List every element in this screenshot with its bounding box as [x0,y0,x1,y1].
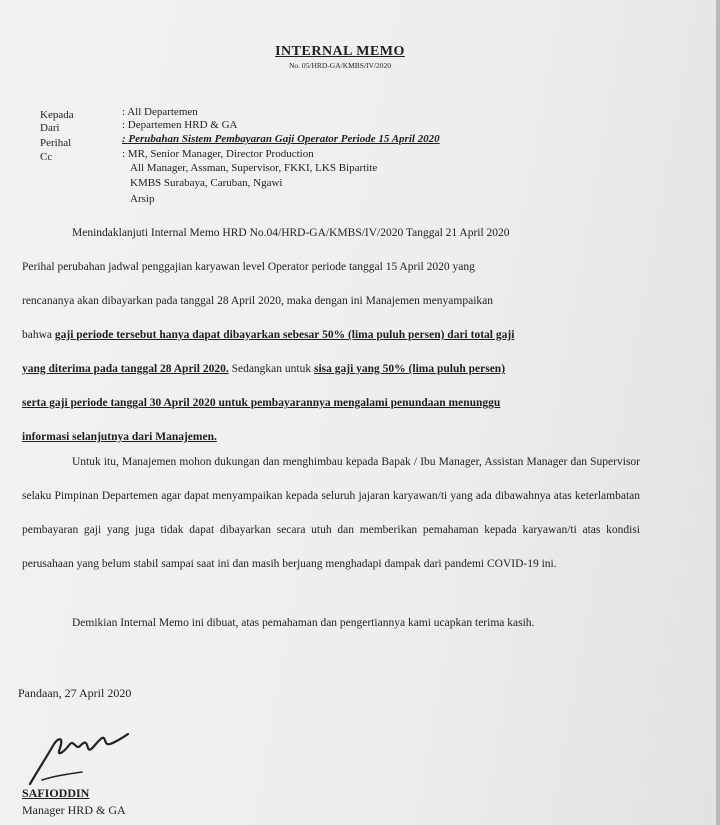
p1-line-1: Menindaklanjuti Internal Memo HRD No.04/HRD-GA/KMBS/IV/2020 Tanggal 21 April 2020 [72,227,510,239]
p2-text: Untuk itu, Manajemen mohon dukungan dan menghimbau kepada Bapak / Ibu Manager, Assistan Manager dan Supervisor selaku Pimpinan Departemen agar dapat menyampaikan kepada seluruh jajaran karyawan/ti yang ada dibawahnya atas keterlambatan pembayaran gaji yang juga tidak dapat dibayarkan secara utuh dan memberikan pemahaman kepada karyawan/ti atas kondisi perusahaan yang belum stabil sampai saat ini dan masih berjuang menghadapi dampak dari pandemi COVID-19 ini. [22,456,640,570]
perihal-label: Perihal [40,137,72,149]
cc-value-1: : MR, Senior Manager, Director Production [122,148,314,160]
place-date: Pandaan, 27 April 2020 [18,686,132,700]
p1-line-6: serta gaji periode tanggal 30 April 2020 untuk pembayarannya mengalami penundaan menunggu [22,397,501,409]
p1-line-5b: yang diterima pada tanggal 28 April 2020. [22,363,229,375]
p1-line-4a: bahwa [22,329,55,341]
perihal-value: : Perubahan Sistem Pembayaran Gaji Operator Periode 15 April 2020 [122,133,440,145]
signature-scribble [24,722,134,792]
dari-label: Dari [40,122,60,134]
p1-line-3: rencananya akan dibayarkan pada tanggal 28 April 2020, maka dengan ini Manajemen menyampaikan [22,295,494,307]
cc-label: Cc [40,151,53,163]
cc-value-2: All Manager, Assman, Supervisor, FKKI, LKS Bipartite [130,162,378,174]
p1-line-4b: gaji periode tersebut hanya dapat dibayarkan sebesar 50% (lima puluh persen) dari total gaji [54,329,515,341]
signer-title: Manager HRD & GA [22,803,126,817]
p1-line-7: informasi selanjutnya dari Manajemen. [22,431,217,443]
dari-value: : Departemen HRD & GA [122,119,238,131]
cc-value-4: Arsip [130,193,155,205]
kepada-value: : All Departemen [122,106,198,118]
cc-value-3: KMBS Surabaya, Caruban, Ngawi [130,177,283,189]
kepada-label: Kepada [40,109,74,121]
p1-line-5d: sisa gaji yang 50% (lima puluh persen) [313,363,506,375]
paragraph-2 [22,445,640,581]
paragraph-3 [22,606,640,640]
memo-title: INTERNAL MEMO [275,44,405,59]
page-edge-shadow [716,0,720,825]
paragraph-1 [22,216,640,454]
p1-line-5c: Sedangkan untuk [228,363,314,375]
p1-line-2: Perihal perubahan jadwal penggajian karyawan level Operator periode tanggal 15 April 2020 yang [22,261,475,273]
signer-name: SAFIODDIN [22,786,90,800]
p3-text: Demikian Internal Memo ini dibuat, atas pemahaman dan pengertiannya kami ucapkan terima kasih. [72,617,535,629]
memo-number: No. 05/HRD-GA/KMBS/IV/2020 [288,61,392,70]
